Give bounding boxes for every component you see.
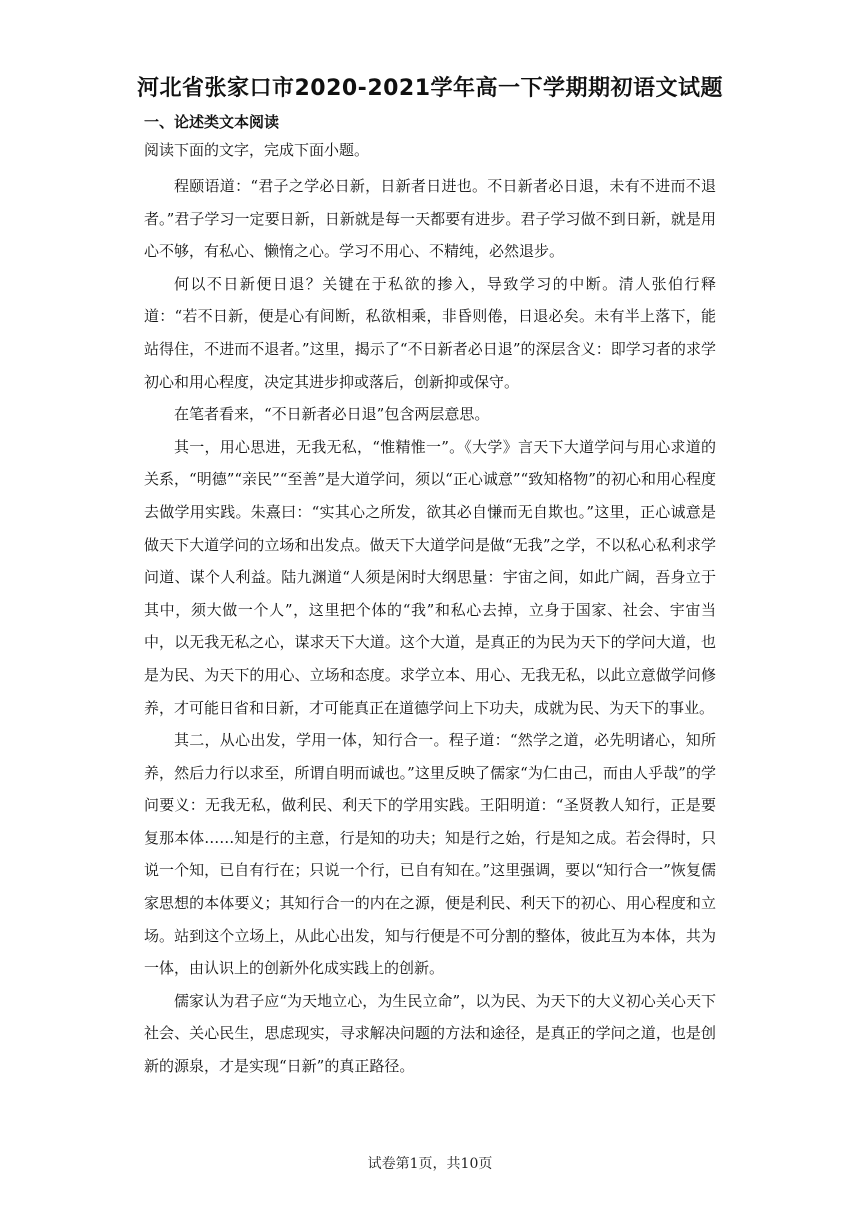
page-footer: 试卷第1页，共10页 <box>367 1156 493 1172</box>
paragraph: 在笔者看来，“不日新者必日退”包含两层意思。 <box>174 405 490 424</box>
paragraph: 程颐语道：“君子之学必日新，日新者日进也。不日新者必日退，未有不进而不退者。”君子学习一定要日新，日新就是每一天都要有进步。君子学习做不到日新，就是用心不够，有私心、懒惰之心。学习不用心、不精纯，必然退步。 <box>144 177 716 261</box>
paragraph: 其一，用心思进，无我无私，“惟精惟一”。《大学》言天下大道学问与用心求道的关系，“明德”“亲民”“至善”是大道学问，须以“正心诚意”“致知格物”的初心和用心程度去做学用实践。朱熹曰：“实其心之所发，欲其必自慊而无自欺也。”这里，正心诚意是做天下大道学问的立场和出发点。做天下大道学问是做“无我”之学，不以私心私利求学问道、谋个人利益。陆九渊道“人须是闲时大纲思量：宇宙之间，如此广阔，吾身立于其中，须大做一个人”，这里把个体的“我”和私心去掉，立身于国家、社会、宇宙当中，以无我无私之心，谋求天下大道。这个大道，是真正的为民为天下的学问大道，也是为民、为天下的用心、立场和态度。求学立本、用心、无我无私，以此立意做学问修养，才可能日省和日新，才可能真正在道德学问上下功夫，成就为民、为天下的事业。 <box>144 437 716 717</box>
reading-instruction: 阅读下面的文字，完成下面小题。 <box>144 141 370 159</box>
document-title: 河北省张家口市2020-2021学年高一下学期期初语文试题 <box>136 76 724 101</box>
article-body <box>144 170 716 1083</box>
paragraph: 何以不日新便日退？关键在于私欲的掺入，导致学习的中断。清人张伯行释道：“若不日新，便是心有间断，私欲相乘，非昏则倦，日退必矣。未有半上落下，能站得住，不进而不退者。”这里，揭示了“不日新者必日退”的深层含义：即学习者的求学初心和用心程度，决定其进步抑或落后，创新抑或保守。 <box>144 274 716 391</box>
section-heading: 一、论述类文本阅读 <box>144 113 280 131</box>
paragraph: 儒家认为君子应“为天地立心，为生民立命”，以为民、为天下的大义初心关心天下社会、关心民生，思虑现实，寻求解决问题的方法和途径，是真正的学问之道，也是创新的源泉，才是实现“日新”的真正路径。 <box>144 991 716 1076</box>
paragraph: 其二，从心出发，学用一体，知行合一。程子道：“然学之道，必先明诸心，知所养，然后力行以求至，所谓自明而诚也。”这里反映了儒家“为仁由己，而由人乎哉”的学问要义：无我无私，做利民、利天下的学用实践。王阳明道：“圣贤教人知行，正是要复那本体……知是行的主意，行是知的功夫；知是行之始，行是知之成。若会得时，只说一个知，已自有行在；只说一个行，已自有知在。”这里强调，要以“知行合一”恢复儒家思想的本体要义；其知行合一的内在之源，便是利民、利天下的初心、用心程度和立场。站到这个立场上，从此心出发，知与行便是不可分割的整体，彼此互为本体，共为一体，由认识上的创新外化成实践上的创新。 <box>144 731 716 978</box>
